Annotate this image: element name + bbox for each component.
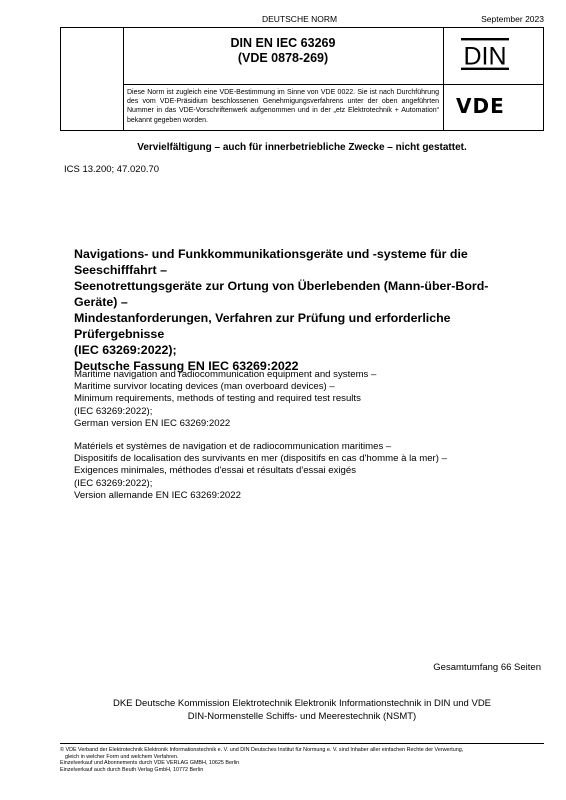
total-pages: Gesamtumfang 66 Seiten — [433, 662, 541, 673]
title-german — [74, 246, 524, 374]
committee-line: DIN-Normenstelle Schiffs- und Meerestechnik (NSMT) — [187, 711, 417, 722]
din-logo-text: DIN — [463, 42, 507, 71]
footer-divider — [60, 743, 544, 744]
vde-number: (VDE 0878-269) — [237, 51, 329, 65]
divider — [123, 84, 543, 85]
vde-logo: VDE — [456, 94, 505, 118]
title-line: German version EN IEC 63269:2022 — [74, 417, 231, 429]
din-logo — [460, 37, 510, 71]
title-french — [74, 441, 544, 502]
reproduction-notice: Vervielfältigung – auch für innerbetriebliche Zwecke – nicht gestattet. — [137, 142, 467, 153]
title-line: Deutsche Fassung EN IEC 63269:2022 — [74, 359, 299, 373]
title-line: Mindestanforderungen, Verfahren zur Prüfung und erforderliche — [74, 311, 451, 325]
divider — [443, 28, 444, 130]
title-line: Version allemande EN IEC 63269:2022 — [74, 489, 241, 501]
title-line: Matériels et systèmes de navigation et de radiocommunication maritimes – — [74, 441, 392, 452]
standard-number-block — [123, 36, 443, 66]
title-line: Navigations- und Funkkommunikationsgeräte und -systeme für die — [74, 247, 468, 261]
ics-codes: ICS 13.200; 47.020.70 — [64, 164, 160, 175]
title-line: Dispositifs de localisation des survivants en mer (dispositifs en cas d'homme à la mer) – — [74, 453, 447, 465]
title-line: Maritime navigation and radiocommunication equipment and systems – — [74, 369, 377, 380]
title-line: Prüfergebnisse — [74, 327, 165, 341]
publication-date: September 2023 — [481, 14, 544, 24]
title-line: Geräte) – — [74, 295, 128, 309]
vde-regulation-note: Diese Norm ist zugleich eine VDE-Bestimmung im Sinne von VDE 0022. Sie ist nach Durchführung des vom VDE-Präsidium beschlossenen Genehmigungsverfahrens unter der oben angeführten Nummer in das VDE-Vorschriftenwerk aufgenommen und in der „etz Elektrotechnik + Automation“ bekannt gegeben worden. — [127, 89, 439, 124]
title-english — [74, 369, 534, 430]
document-type-label: DEUTSCHE NORM — [262, 14, 338, 24]
standard-header-box — [60, 27, 544, 131]
title-line: Exigences minimales, méthodes d'essai et résultats d'essai exigés — [74, 465, 357, 477]
title-line: Seeschifffahrt – — [74, 263, 167, 277]
title-line: Seenotrettungsgeräte zur Ortung von Überlebenden (Mann-über-Bord- — [74, 279, 489, 293]
footer-line: Einzelverkauf und Abonnements durch VDE VERLAG GMBH, 10625 Berlin — [60, 760, 240, 767]
copyright-footer — [60, 747, 544, 773]
standard-number: DIN EN IEC 63269 — [230, 36, 336, 50]
committee-info — [60, 697, 544, 723]
footer-line: gleich in welcher Form und welchem Verfahren. — [65, 753, 179, 760]
title-line: (IEC 63269:2022); — [74, 405, 153, 417]
committee-line: DKE Deutsche Kommission Elektrotechnik Elektronik Informationstechnik in DIN und VDE — [112, 698, 492, 709]
title-line: (IEC 63269:2022); — [74, 343, 177, 357]
title-line: Maritime survivor locating devices (man overboard devices) – — [74, 381, 335, 393]
title-line: (IEC 63269:2022); — [74, 477, 153, 489]
footer-line: © VDE Verband der Elektrotechnik Elektronik Informationstechnik e. V. und DIN Deutsches Institut für Normung e. V. sind Inhaber aller einfachen Rechte der Verwertung, — [60, 747, 464, 753]
footer-line: Einzelverkauf auch durch Beuth Verlag GmbH, 10772 Berlin — [60, 766, 204, 773]
title-line: Minimum requirements, methods of testing and required test results — [74, 393, 361, 405]
